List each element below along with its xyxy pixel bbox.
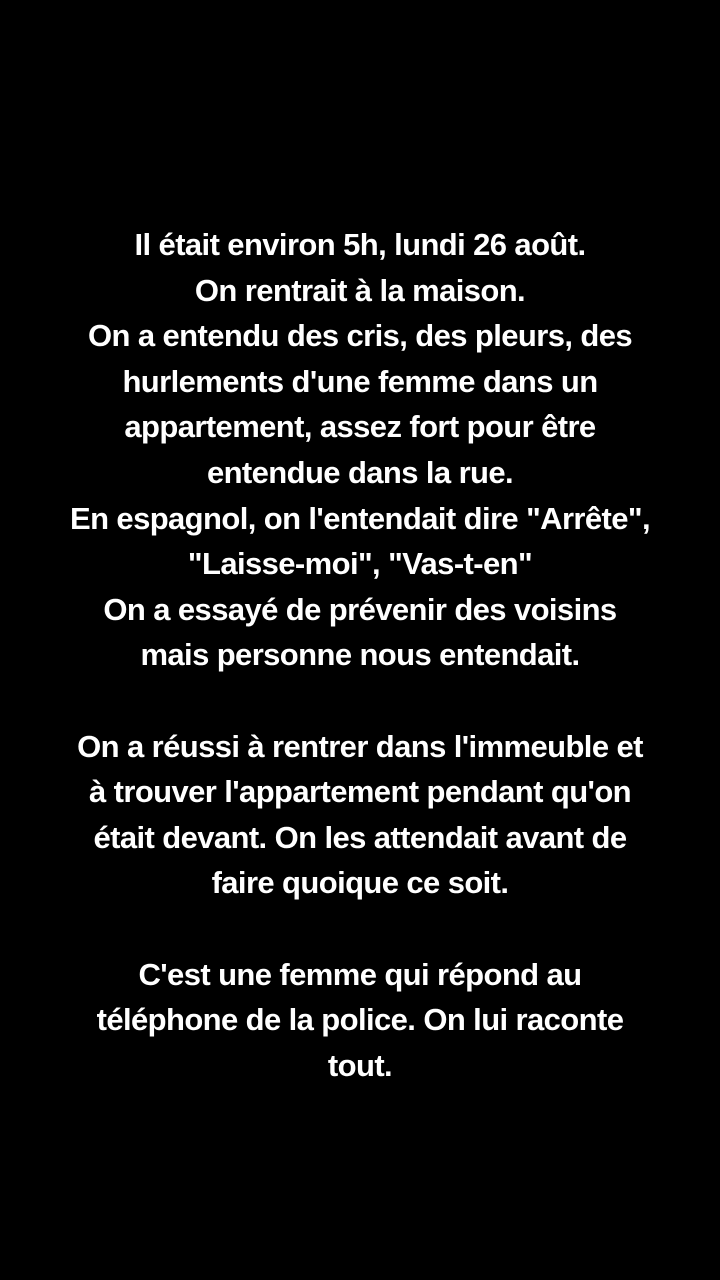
story-line: hurlements d'une femme dans un — [122, 363, 598, 399]
story-line: entendue dans la rue. — [206, 454, 514, 490]
story-line: était devant. On les attendait avant de — [93, 819, 627, 855]
story-line: mais personne nous entendait. — [140, 637, 580, 673]
story-text — [0, 222, 720, 1088]
story-line: On a entendu des cris, des pleurs, des — [88, 318, 632, 354]
paragraph-gap — [20, 678, 700, 724]
paragraph-gap — [20, 906, 700, 952]
story-line: tout. — [327, 1047, 393, 1083]
story-paragraph-3 — [20, 952, 700, 1089]
story-paragraph-2 — [20, 724, 700, 906]
story-line: appartement, assez fort pour être — [124, 409, 596, 445]
story-line: à trouver l'appartement pendant qu'on — [89, 774, 631, 810]
story-line: Il était environ 5h, lundi 26 août. — [134, 227, 586, 262]
story-line: On a réussi à rentrer dans l'immeuble et — [77, 728, 643, 764]
story-line: faire quoique ce soit. — [211, 865, 509, 901]
story-line: C'est une femme qui répond au — [138, 956, 582, 992]
story-line: "Laisse-moi", "Vas-t-en" — [187, 546, 533, 582]
story-paragraph-1 — [20, 222, 700, 678]
story-line: On a essayé de prévenir des voisins — [103, 591, 617, 627]
story-line: On rentrait à la maison. — [194, 272, 526, 308]
story-line: En espagnol, on l'entendait dire "Arrête", — [70, 500, 650, 536]
story-line: téléphone de la police. On lui raconte — [96, 1002, 624, 1038]
